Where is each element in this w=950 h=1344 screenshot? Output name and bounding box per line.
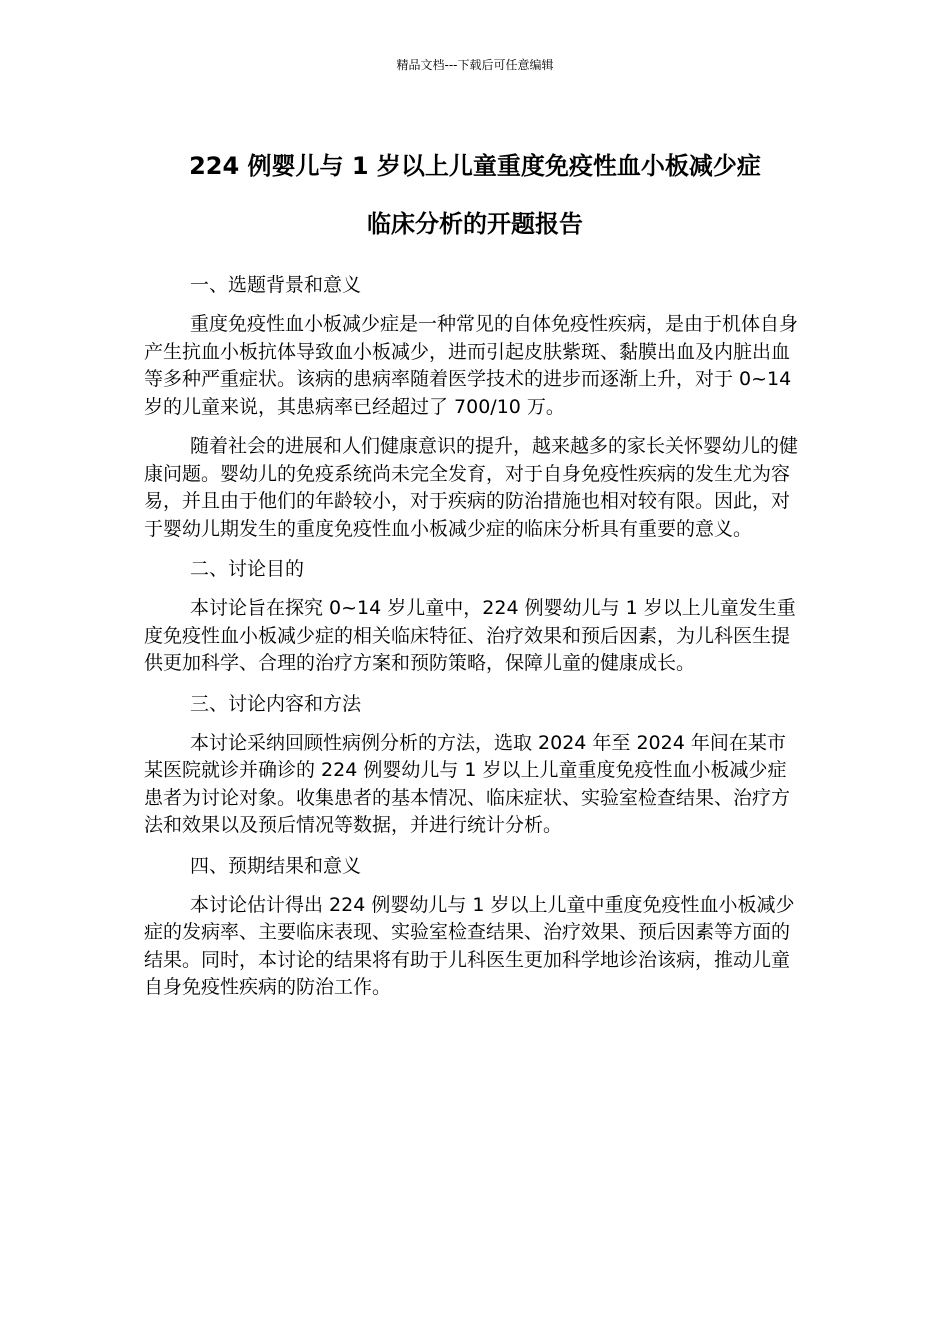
paragraph-background-1: 重度免疫性血小板减少症是一种常见的自体免疫性疾病，是由于机体自身产生抗血小板抗体导致血小板减少，进而引起皮肤紫斑、黏膜出血及内脏出血等多种严重症状。该病的患病率随着医学技术的进步而逐渐上升，对于 0~14 岁的儿童来说，其患病率已经超过了 700/10 万。 (144, 313, 799, 418)
header-note: 精品文档---下载后可任意编辑 (396, 58, 554, 72)
document-body (144, 271, 804, 1014)
document-title (110, 137, 840, 253)
section-heading-methods: 三、讨论内容和方法 (190, 692, 362, 715)
section-heading-expected-results: 四、预期结果和意义 (190, 854, 362, 877)
section-heading-background: 一、选题背景和意义 (190, 274, 362, 296)
title-line-2: 临床分析的开题报告 (367, 210, 583, 238)
section-heading-purpose: 二、讨论目的 (190, 558, 305, 580)
paragraph-expected-results: 本讨论估计得出 224 例婴幼儿与 1 岁以上儿童中重度免疫性血小板减少症的发病率、主要临床表现、实验室检查结果、治疗效果、预后因素等方面的结果。同时，本讨论的结果将有助于儿科医生更加科学地诊治该病，推动儿童自身免疫性疾病的防治工作。 (144, 893, 795, 998)
title-line-1: 224 例婴儿与 1 岁以上儿童重度免疫性血小板减少症 (189, 152, 761, 180)
paragraph-methods: 本讨论采纳回顾性病例分析的方法，选取 2024 年至 2024 年间在某市某医院就诊并确诊的 224 例婴幼儿与 1 岁以上儿童重度免疫性血小板减少症患者为讨论对象。收集患者的基本情况、临床症状、实验室检查结果、治疗方法和效果以及预后情况等数据，并进行统计分析。 (144, 731, 791, 836)
paragraph-background-2: 随着社会的进展和人们健康意识的提升，越来越多的家长关怀婴幼儿的健康问题。婴幼儿的免疫系统尚未完全发育，对于自身免疫性疾病的发生尤为容易，并且由于他们的年龄较小，对于疾病的防治措施也相对较有限。因此，对于婴幼儿期发生的重度免疫性血小板减少症的临床分析具有重要的意义。 (144, 435, 799, 540)
paragraph-purpose: 本讨论旨在探究 0~14 岁儿童中，224 例婴幼儿与 1 岁以上儿童发生重度免疫性血小板减少症的相关临床特征、治疗效果和预后因素，为儿科医生提供更加科学、合理的治疗方案和预防策略，保障儿童的健康成长。 (144, 597, 796, 674)
